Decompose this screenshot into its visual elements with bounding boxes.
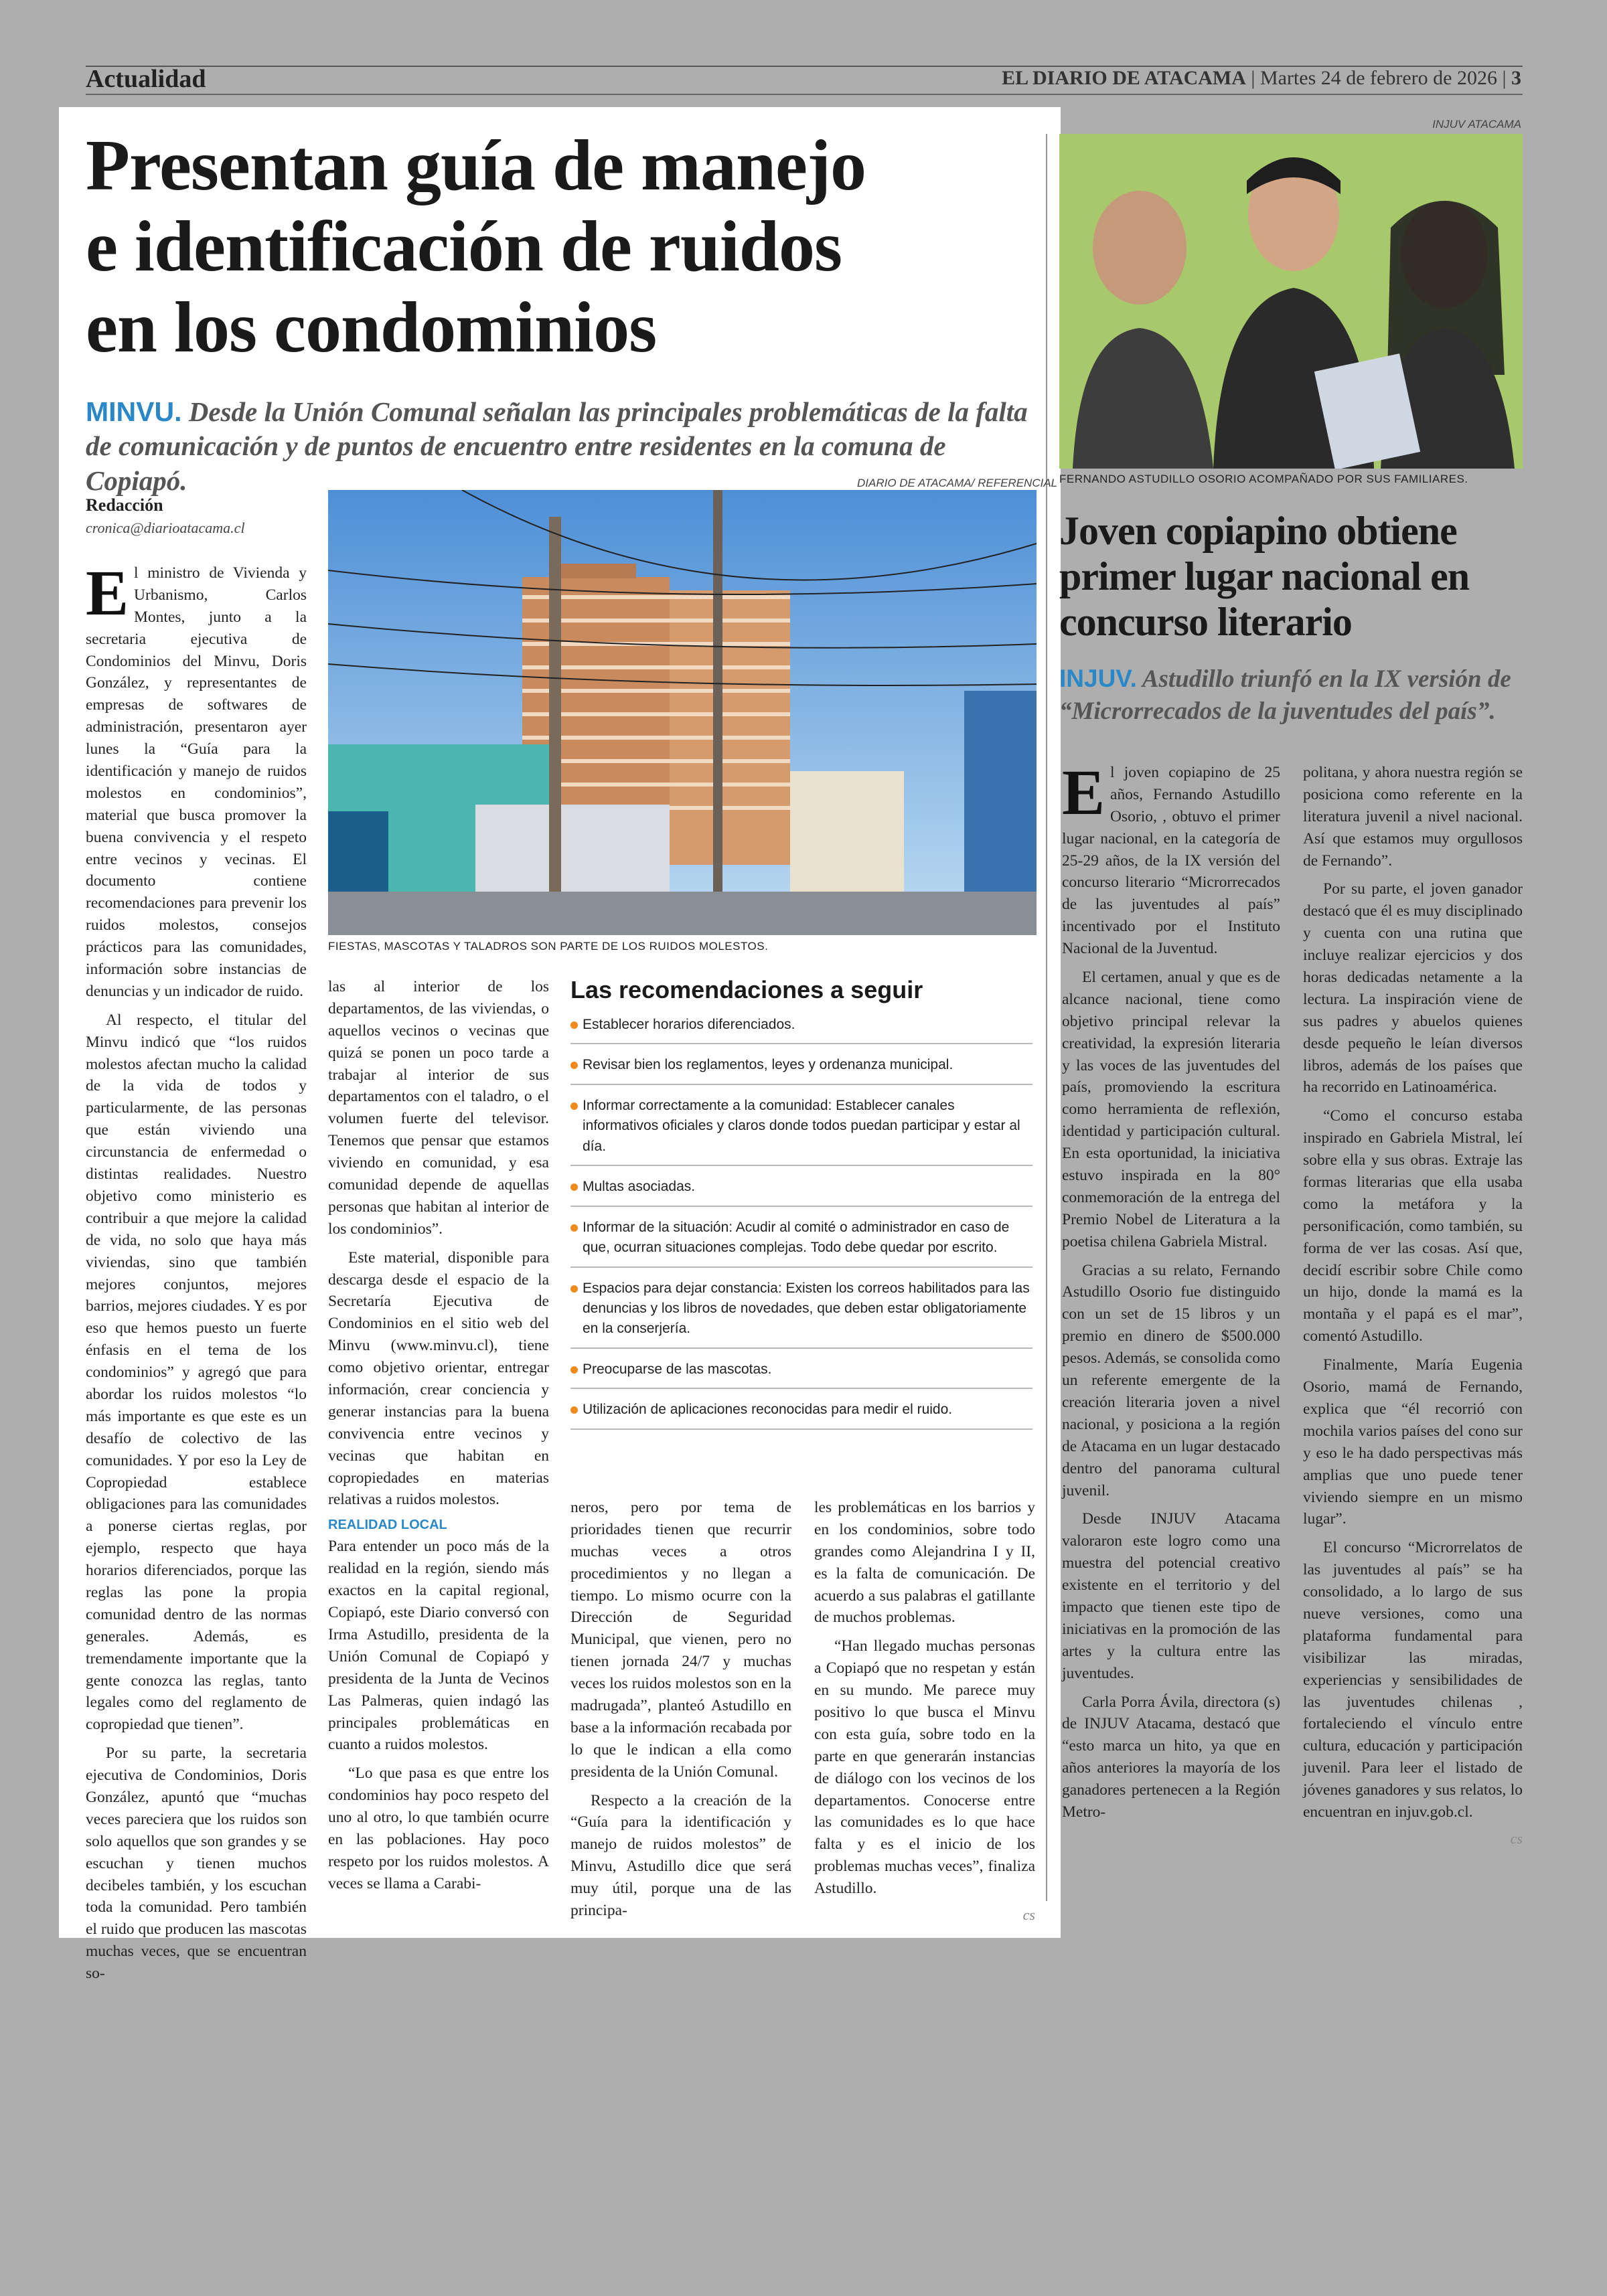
issue-date: Martes 24 de febrero de 2026 xyxy=(1259,67,1497,89)
side-headline: Joven copiapino obtiene primer lugar nacional en concurso literario xyxy=(1059,509,1470,644)
headline-line-1: Presentan guía de manejo xyxy=(86,126,866,206)
main-col-3 xyxy=(570,1497,791,1929)
recommendation-item: Multas asociadas. xyxy=(570,1166,1032,1206)
page-number: 3 xyxy=(1511,67,1521,89)
main-paragraph: Por su parte, la secretaria ejecutiva de Condominios, Doris González, apuntó que “muchas veces pareciera que los ruidos son solo aquellos que son grandes y se escuchan y tienen muchos decibeles también, y los escuchan toda la comunidad. Pero también el ruido que producen las mascotas muchas veces, que se encuentran so- xyxy=(86,1744,307,1983)
side-photo-caption: FERNANDO ASTUDILLO OSORIO ACOMPAÑADO POR SUS FAMILIARES. xyxy=(1059,473,1468,485)
main-paragraph: les problemáticas en los barrios y en los condominios, sobre todo grandes como Alejandrina I y II, es la falta de comunicación. De acuerdo a sus palabras el gatillante de muchos problemas. xyxy=(814,1499,1035,1627)
side-deck xyxy=(1059,663,1528,728)
main-photo xyxy=(328,490,1037,935)
side-paragraph: El concurso “Microrrelatos de las juventudes al país” se ha consolidado, a lo largo de sus nueve versiones, como una plataforma fundamental para visibilizar las miradas, experiencias y sensibilidades de las juventudes chilenas , fortaleciendo el vínculo entre cultura, educación y participación juvenil. Para leer el listado de jóvenes ganadores y sus relatos, lo encuentran en injuv.gob.cl. xyxy=(1303,1539,1523,1821)
side-photo xyxy=(1059,134,1523,469)
main-paragraph: neros, pero por tema de prioridades tienen que recurrir muchas veces a otros procedimientos y no llegan a tiempo. Lo mismo ocurre con la Dirección de Seguridad Municipal, que vienen, pero no tienen jornada 24/7 y muchas veces los ruidos molestos son en la madrugada”, planteó Astudillo en base a la información recabada por lo que le indican a ella como presidenta de la Unión Comunal. xyxy=(570,1499,791,1781)
headline-line-3: en los condominios xyxy=(86,287,657,367)
recommendation-item: Espacios para dejar constancia: Existen los correos habilitados para las denuncias y los libros de novedades, que deben estar obligatoriamente en la conserjería. xyxy=(570,1268,1032,1349)
main-paragraph: “Lo que pasa es que entre los condominios hay poco respeto del uno al otro, lo que también ocurre en las poblaciones. Hay poco respeto por los ruidos molestos. A veces se llama a Carabi- xyxy=(328,1765,549,1892)
main-paragraph: Respecto a la creación de la “Guía para la identificación y manejo de ruidos molestos” de Minvu, Astudillo dice que será muy útil, porque una de las principa- xyxy=(570,1791,791,1920)
main-paragraph: Este material, disponible para descarga desde el espacio de la Secretaría Ejecutiva de Condominios en el sitio web del Minvu (www.minvu.cl), tiene como objetivo orientar, entregar información, crear conciencia y generar instancias para la buena convivencia entre vecinos y vecinas que habitan en copropiedades en materias relativas a ruidos molestos. xyxy=(328,1248,549,1509)
main-paragraph: El ministro de Vivienda y Urbanismo, Carlos Montes, junto a la secretaria ejecutiva de Condominios del Minvu, Doris González, y representantes de empresas de softwares de administración, presentaron ayer lunes la “Guía para la identificación y manejo de ruidos molestos en condominios”, material que busca promover la buena convivencia y el respeto entre vecinos y vecinas. El documento contiene recomendaciones para prevenir los ruidos molestos, consejos prácticos para las comunidades, información sobre instancias de denuncias y un indicador de ruido. xyxy=(86,557,307,1000)
side-kicker: INJUV. xyxy=(1059,665,1137,692)
recommendations-box xyxy=(570,976,1032,1430)
drop-cap: E xyxy=(86,557,129,629)
recommendation-item: Revisar bien los reglamentos, leyes y ordenanza municipal. xyxy=(570,1044,1032,1084)
page-header-info: EL DIARIO DE ATACAMA | Martes 24 de febrero de 2026 | 3 xyxy=(1002,67,1521,89)
end-mark: cs xyxy=(1022,1906,1035,1924)
main-col-1 xyxy=(86,557,307,1991)
side-paragraph: El certamen, anual y que es de alcance nacional, tiene como objetivo principal relevar la creatividad, la expresión literaria y las voces de las juventudes del país, promoviendo la escritura como herramienta de reflexión, identidad y participación cultural. En esta oportunidad, la iniciativa estuvo inspirada en la 80° conmemoración de la entrega del Premio Nobel de Literatura a la poetisa chilena Gabriela Mistral. xyxy=(1062,969,1280,1250)
recommendation-item: Establecer horarios diferenciados. xyxy=(570,1004,1032,1044)
side-paragraph: Finalmente, María Eugenia Osorio, mamá de Fernando, explica que “él recorrió con mochila varios países del cono sur y eso le ha dado perspectivas más amplias que uno puede tener viviendo siempre en un mismo lugar”. xyxy=(1303,1356,1523,1528)
side-paragraph: Carla Porra Ávila, directora (s) de INJUV Atacama, destacó que “esto marca un hito, ya que en años anteriores la mayoría de los ganadores pertenecen a la Región Metro- xyxy=(1062,1693,1280,1821)
main-deck-text: Desde la Unión Comunal señalan las principales problemáticas de la falta de comunicación y de puntos de encuentro entre residentes en la comuna de Copiapó. xyxy=(86,396,1028,496)
recommendation-item: Utilización de aplicaciones reconocidas para medir el ruido. xyxy=(570,1389,1032,1429)
paper-name: EL DIARIO DE ATACAMA xyxy=(1002,67,1246,89)
side-drop-cap: E xyxy=(1062,756,1105,828)
main-paragraph: “Han llegado muchas personas a Copiapó que no respetan y están en su mundo. Me parece muy positivo lo que busca el Minvu con esta guía, sobre todo en la parte en que generarán instancias de diálogo con los vecinos de los departamentos. Conocerse entre las comunidades es lo que hace falta y es el inicio de los problemas muchas veces”, finaliza Astudillo. xyxy=(814,1637,1035,1898)
side-photo-credit: INJUV ATACAMA xyxy=(1432,118,1521,131)
section-label: Actualidad xyxy=(86,65,206,93)
main-paragraph: Al respecto, el titular del Minvu indicó que “los ruidos molestos afectan mucho la calidad de la vida de todos y particularmente, de las personas que están viviendo una circunstancia de enfermedad o distintas realidades. Nuestro objetivo como ministerio es contribuir a que mejore la calidad de vida, no solo que haya más viviendas, sino que también mejores conjuntos, mejores barrios, mejores ciudades. Y es por eso que hemos puesto un fuerte énfasis en el tema de los condominios” y agregó que para abordar los ruidos molestos “lo más importante es que este es un desafío de colectivo de las comunidades. Y por eso la Ley de Copropiedad establece obligaciones para las comunidades a ponerse ciertas reglas, por ejemplo, respecto que haya horarios diferenciados, porque las reglas las pone la propia comunidad dentro de las normas generales. Además, es tremendamente importante que la gente conozca las reglas, tanto legales como del reglamento de copropiedad que tienen”. xyxy=(86,1011,307,1734)
recommendation-item: Informar correctamente a la comunidad: Establecer canales informativos oficiales y claros donde todos puedan participar y estar al día. xyxy=(570,1085,1032,1166)
building-street-illustration xyxy=(328,490,1037,935)
side-paragraph: politana, y ahora nuestra región se posiciona como referente en la literatura juvenil a nivel nacional. Así que estamos muy orgullosos de Fernando”. xyxy=(1303,764,1523,870)
subhead-realidad-local: REALIDAD LOCAL xyxy=(328,1518,447,1533)
headline-line-2: e identificación de ruidos xyxy=(86,206,842,286)
main-col-2 xyxy=(328,976,549,1902)
recommendations-title: Las recomendaciones a seguir xyxy=(570,976,923,1003)
main-col-4 xyxy=(814,1497,1035,1924)
side-deck-text: Astudillo triunfó en la IX versión de “Microrrecados de la juventudes del país”. xyxy=(1059,665,1511,726)
recommendation-item: Informar de la situación: Acudir al comité o administrador en caso de que, ocurran situaciones complejas. Todo debe quedar por escrito. xyxy=(570,1207,1032,1268)
side-paragraph: Desde INJUV Atacama valoraron este logro como una muestra del potencial creativo existente en el territorio y del impacto que tienen este tipo de iniciativas en la promoción de las artes y la cultura entre las juventudes. xyxy=(1062,1510,1280,1682)
header-rule xyxy=(86,94,1523,95)
side-col-2 xyxy=(1303,762,1523,1848)
side-end-mark: cs xyxy=(1510,1829,1523,1847)
side-paragraph: “Como el concurso estaba inspirado en Gabriela Mistral, leí sobre ella y sus obras. Extraje las formas literarias que ella usaba como la metáfora y la personificación, como también, su forma de ver las cosas. Así que, decidí escribir sobre Chile como un hijo, donde la mamá es la montaña y el papá es el mar”, comentó Astudillo. xyxy=(1303,1107,1523,1345)
main-headline xyxy=(86,126,1043,369)
side-paragraph: Por su parte, el joven ganador destacó que él es muy disciplinado y cuenta con una rutina que incluye realizar ejercicios y dos horas dedicadas netamente a la lectura. La inspiración viene de sus padres y abuelos quienes desde pequeño le leían diversos libros, además de los países que ha recorrido en Latinoamérica. xyxy=(1303,880,1523,1096)
column-divider xyxy=(1046,134,1047,1901)
main-paragraph: las al interior de los departamentos, de las viviendas, o aquellos vecinos o vecinas que quizá se ponen un poco tarde a trabajar al interior de sus departamentos con el taladro, o el volumen fuerte del televisor. Tenemos que pensar que estamos viviendo en comunidad, y esa comunidad depende de aquellas personas que habitan al interior de los condominios”. xyxy=(328,978,549,1238)
side-paragraph: El joven copiapino de 25 años, Fernando Astudillo Osorio, , obtuvo el primer lugar nacional, en la categoría de 25-29 años, de la IX versión del concurso literario “Microrrecados de las juventudes al país” incentivado por el Instituto Nacional de la Juventud. xyxy=(1062,756,1280,958)
main-photo-caption: FIESTAS, MASCOTAS Y TALADROS SON PARTE DE LOS RUIDOS MOLESTOS. xyxy=(328,940,769,953)
side-col-1 xyxy=(1062,756,1280,1830)
main-kicker: MINVU. xyxy=(86,396,182,427)
main-paragraph: Para entender un poco más de la realidad en la región, siendo más exactos en la capital regional, Copiapó, este Diario conversó con Irma Astudillo, presidenta de la Unión Comunal de Copiapó y presidenta de la Junta de Vecinos Las Palmeras, quien indagó las principales problemáticas en cuanto a ruidos molestos. xyxy=(328,1538,549,1754)
byline: Redacción xyxy=(86,495,163,515)
author-email: cronica@diarioatacama.cl xyxy=(86,519,245,536)
recommendation-item: Preocuparse de las mascotas. xyxy=(570,1349,1032,1389)
side-paragraph: Gracias a su relato, Fernando Astudillo Osorio fue distinguido con un set de 15 libros y un premio en dinero de $500.000 pesos. Además, se consolida como un referente emergente de la creación literaria joven a nivel nacional, y posiciona a la región de Atacama en un lugar destacado dentro del panorama cultural juvenil. xyxy=(1062,1261,1280,1499)
main-photo-credit: DIARIO DE ATACAMA/ REFERENCIAL xyxy=(857,477,1058,489)
family-portrait-illustration xyxy=(1059,134,1523,469)
